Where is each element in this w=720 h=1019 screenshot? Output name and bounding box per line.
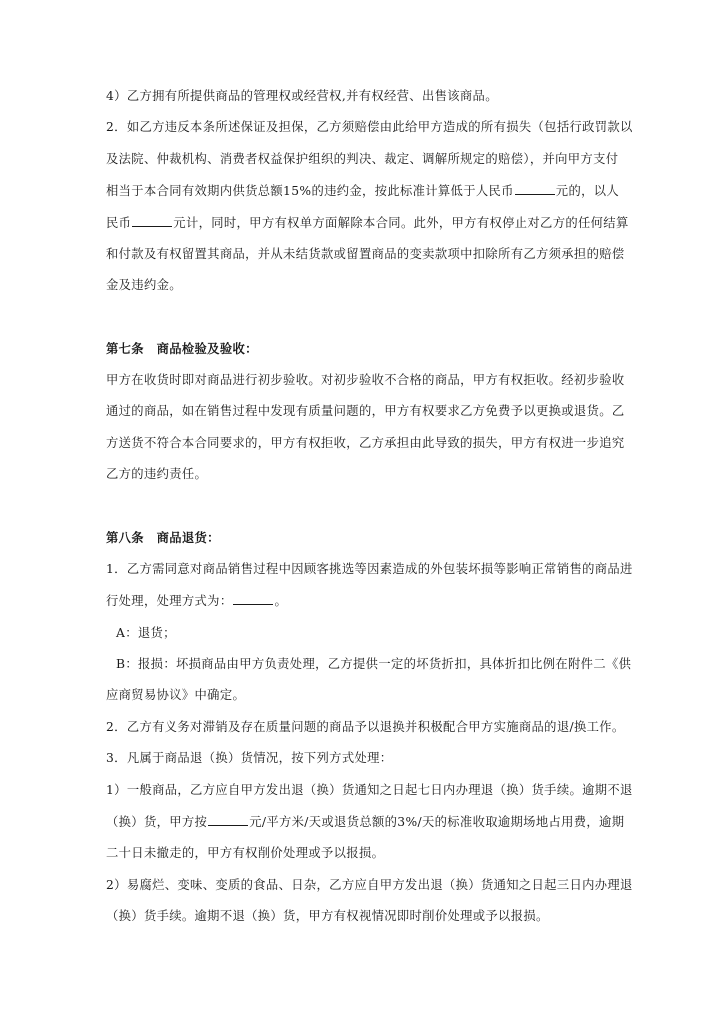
option-b-line-2: 应商贸易协议》中确定。 — [106, 688, 246, 702]
clause-2-line-5: 和付款及有权留置其商品，并从未结货款或留置商品的变卖款项中扣除所有乙方须承担的赔偿 — [106, 247, 625, 261]
fill-in-blank — [515, 183, 555, 195]
section-8-p2: 2．乙方有义务对滞销及存在质量问题的商品予以退换并积极配合甲方实施商品的退/换工作。 — [106, 720, 625, 734]
section-7-line-4: 乙方的违约责任。 — [106, 467, 208, 481]
clause-2-line-1: 2．如乙方违反本条所述保证及担保，乙方须赔偿由此给甲方造成的所有损失（包括行政罚款以 — [106, 120, 633, 134]
clause-2-line-2: 及法院、仲裁机构、消费者权益保护组织的判决、裁定、调解所规定的赔偿），并向甲方支付 — [106, 152, 619, 166]
clause-2-line-6: 金及违约金。 — [106, 278, 182, 292]
text-run: 行处理，处理方式为： — [106, 594, 233, 608]
section-8-p3: 3．凡属于商品退（换）货情况，按下列方式处理： — [106, 751, 393, 765]
sub-item-1-line-2 — [106, 813, 626, 832]
text-run: 相当于本合同有效期内供货总额15%的违约金，按此标准计算低于人民币 — [106, 184, 514, 198]
text-run: 元计，同时，甲方有权单方面解除本合同。此外，甲方有权停止对乙方的任何结算 — [173, 216, 629, 230]
section-8-p1-line-1: 1．乙方需同意对商品销售过程中因顾客挑选等因素造成的外包装坏损等影响正常销售的商品进 — [106, 562, 633, 576]
option-b-line-1: B：报损：坏损商品由甲方负责处理，乙方提供一定的坏货折扣，具体折扣比例在附件二《供 — [116, 657, 632, 671]
sub-item-2-line-1: 2）易腐烂、变味、变质的食品、日杂，乙方应自甲方发出退（换）货通知之日起三日内办理退 — [106, 878, 633, 892]
section-7-line-3: 方送货不符合本合同要求的，甲方有权拒收，乙方承担由此导致的损失，甲方有权进一步追究 — [106, 436, 625, 450]
fill-in-blank — [208, 814, 248, 826]
text-run: 。 — [274, 594, 288, 608]
sub-item-1-line-1: 1）一般商品，乙方应自甲方发出退（换）货通知之日起七日内办理退（换）货手续。逾期不退 — [106, 783, 633, 797]
sub-item-1-line-3: 二十日未撤走的，甲方有权削价处理或予以报损。 — [106, 846, 385, 860]
text-run: （换）货，甲方按 — [106, 815, 208, 829]
clause-2-line-3 — [106, 182, 626, 201]
section-8-title: 第八条 商品退货： — [106, 531, 220, 545]
section-8-p1-line-2 — [106, 592, 626, 611]
option-a: A：退货； — [116, 626, 176, 640]
section-7-title: 第七条 商品检验及验收： — [106, 342, 258, 356]
clause-2-line-4 — [106, 214, 629, 233]
fill-in-blank — [233, 593, 273, 605]
section-7-line-2: 通过的商品，如在销售过程中发现有质量问题的，甲方有权要求乙方免费予以更换或退货。乙 — [106, 404, 625, 418]
section-7-line-1: 甲方在收货时即对商品进行初步验收。对初步验收不合格的商品，甲方有权拒收。经初步验收 — [106, 373, 625, 387]
fill-in-blank — [132, 215, 172, 227]
text-run: 民币 — [106, 216, 132, 230]
sub-item-2-line-2: （换）货手续。逾期不退（换）货，甲方有权视情况即时削价处理或予以报损。 — [106, 909, 549, 923]
clause-item-4: 4）乙方拥有所提供商品的管理权或经营权,并有权经营、出售该商品。 — [106, 89, 498, 103]
text-run: 元/平方米/天或退货总额的3%/天的标准收取逾期场地占用费，逾期 — [249, 815, 625, 829]
text-run: 元的，以人 — [555, 184, 620, 198]
